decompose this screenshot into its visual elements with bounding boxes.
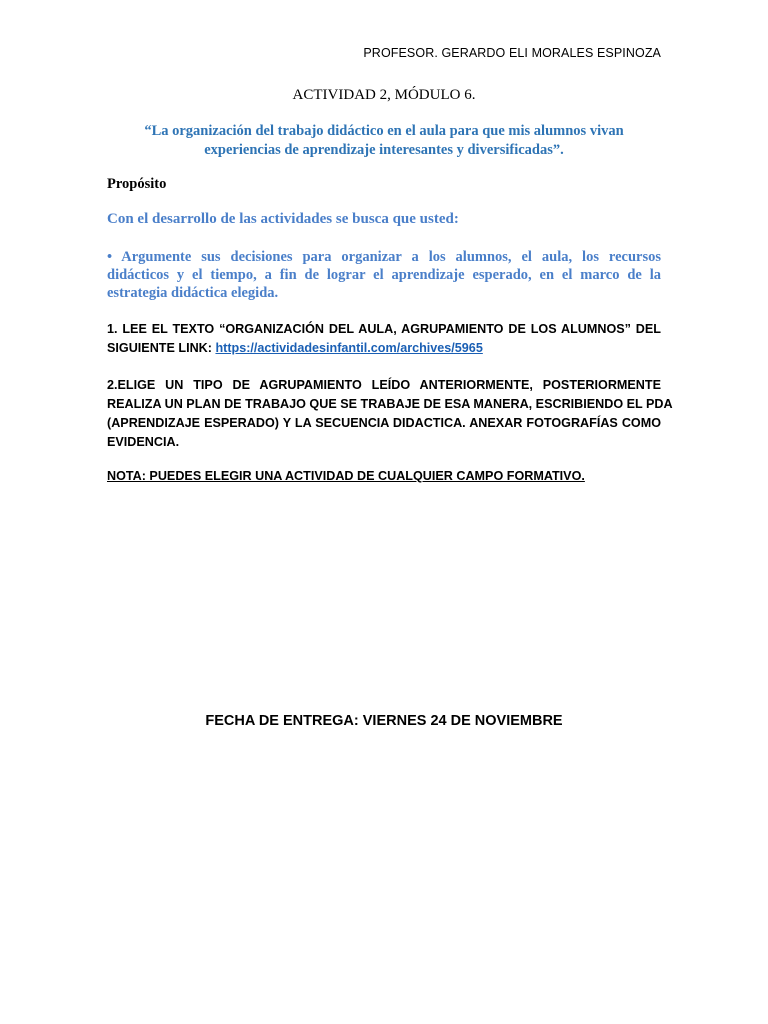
step-1-link-label: SIGUIENTE LINK: — [107, 341, 216, 355]
step-1-line — [107, 339, 661, 358]
step-2-line: REALIZA UN PLAN DE TRABAJO QUE SE TRABAJE DE ESA MANERA, ESCRIBIENDO EL PDA — [107, 397, 673, 411]
bullet-line: estrategia didáctica elegida. — [107, 285, 279, 301]
bullet-line: didácticos y el tiempo, a fin de lograr el aprendizaje esperado, en el marco de la — [107, 267, 661, 283]
step-2-instruction — [107, 376, 673, 452]
activity-quote — [107, 122, 661, 160]
quote-line: “La organización del trabajo didáctico en el aula para que mis alumnos vivan — [144, 123, 624, 139]
professor-header: PROFESOR. GERARDO ELI MORALES ESPINOZA — [363, 46, 661, 60]
step-1-line: 1. LEE EL TEXTO “ORGANIZACIÓN DEL AULA, AGRUPAMIENTO DE LOS ALUMNOS” DEL — [107, 322, 661, 336]
step-1-instruction — [107, 320, 661, 358]
activity-title: ACTIVIDAD 2, MÓDULO 6. — [292, 87, 476, 103]
note-text: NOTA: PUEDES ELEGIR UNA ACTIVIDAD DE CUALQUIER CAMPO FORMATIVO. — [107, 469, 585, 483]
purpose-heading: Propósito — [107, 176, 167, 192]
article-link[interactable]: https://actividadesinfantil.com/archives/5965 — [215, 341, 483, 355]
step-2-line: 2.ELIGE UN TIPO DE AGRUPAMIENTO LEÍDO ANTERIORMENTE, POSTERIORMENTE — [107, 378, 661, 392]
purpose-bullet — [107, 248, 661, 302]
step-2-line: (APRENDIZAJE ESPERADO) Y LA SECUENCIA DIDACTICA. ANEXAR FOTOGRAFÍAS COMO — [107, 416, 661, 430]
step-2-line: EVIDENCIA. — [107, 435, 180, 449]
quote-line: experiencias de aprendizaje interesantes y diversificadas”. — [204, 142, 564, 158]
purpose-intro: Con el desarrollo de las actividades se busca que usted: — [107, 211, 459, 227]
bullet-line: • Argumente sus decisiones para organizar a los alumnos, el aula, los recursos — [107, 249, 661, 265]
deadline-text: FECHA DE ENTREGA: VIERNES 24 DE NOVIEMBRE — [205, 713, 563, 729]
